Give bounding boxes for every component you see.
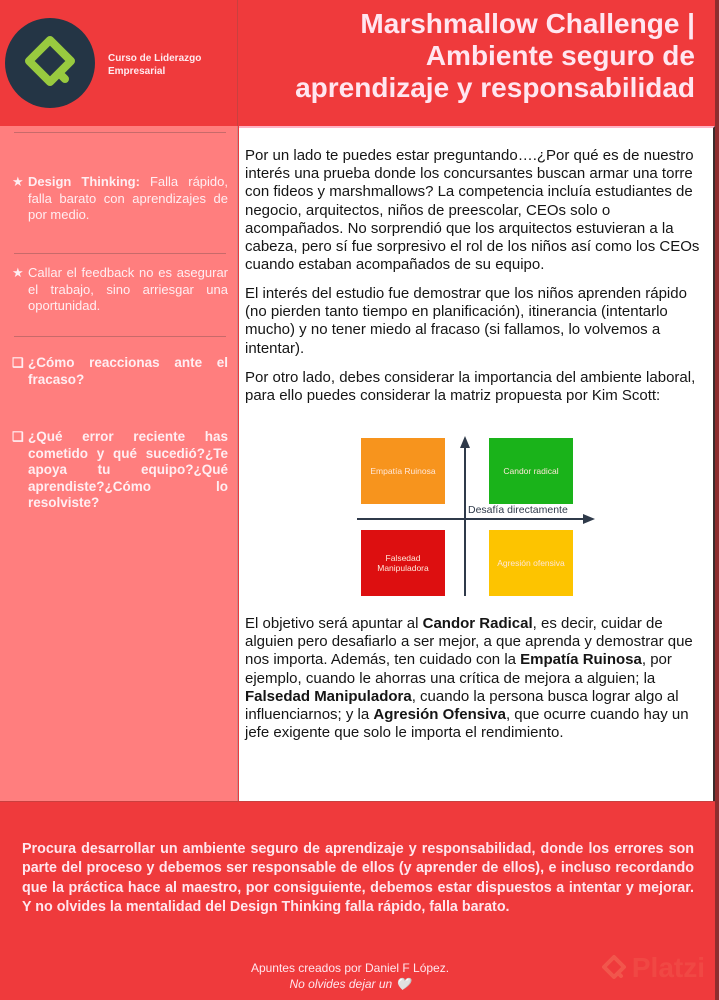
quadrant-agresion-ofensiva: Agresión ofensiva	[489, 530, 573, 596]
course-line-1: Curso de Liderazgo	[108, 53, 202, 64]
divider	[14, 132, 226, 133]
y-axis-arrow-icon	[460, 436, 470, 448]
footer	[0, 801, 715, 1000]
title-line-1: Marshmallow Challenge |	[360, 8, 695, 39]
platzi-logo-icon	[5, 18, 95, 108]
header	[0, 0, 719, 126]
credits	[200, 960, 500, 992]
paragraph-study: El interés del estudio fue demostrar que los niños aprenden rápido (no pierden tanto tiempo en planificación), itinerancia (intentarlo mucho) y no tener miedo al fracaso (si fallamos, lo volvemos a intentar).	[245, 285, 687, 357]
question-text: ¿Cómo reaccionas ante el fracaso?	[28, 355, 228, 387]
term-candor-radical: Candor Radical	[422, 615, 533, 632]
page-edge	[715, 0, 719, 1000]
quadrant-falsedad-manipuladora: Falsedad Manipuladora	[361, 530, 445, 596]
paragraph-matrix-intro: Por otro lado, debes considerar la importancia del ambiente laboral, para ello puedes considerar la matriz propuesta por Kim Scott:	[245, 369, 696, 405]
term-falsedad-manipuladora: Falsedad Manipuladora	[245, 687, 412, 705]
sidebar	[0, 126, 238, 801]
header-brand	[0, 0, 238, 126]
watermark-text: Platzi	[631, 952, 705, 983]
footer-summary: Procura desarrollar un ambiente seguro de aprendizaje y responsabilidad, donde los errores son parte del proceso y debemos ser responsable de ellos (y aprender de ellos), e incluso recordando que la práctica hace al maestro, por consiguiente, debemos estar dispuestos a intentar y mejorar. Y no olvides la mentalidad del Design Thinking falla rápido, falla barato.	[22, 841, 694, 915]
checkbox-icon: ❑	[12, 355, 24, 370]
credit-line: Apuntes creados por Daniel F López.	[250, 961, 450, 975]
course-name	[108, 52, 201, 78]
checkbox-icon: ❑	[12, 429, 24, 444]
title-line-3: aprendizaje y responsabilidad	[295, 72, 695, 103]
platzi-watermark	[600, 952, 705, 984]
paragraph-conclusion: El objetivo será apuntar al Candor Radical, es decir, cuidar de alguien pero desafiarlo a ser mejor, a que aprenda y demostrar que nos importa. Además, ten cuidado con la Empatía Ruinosa, por ejemplo, cuando le ahorras una crítica de mejora a alguien; la Falsedad Manipuladora, cuando la persona busca lograr algo al influenciarnos; y la Agresión Ofensiva, que ocurre cuando hay un jefe exigente que solo le importa el rendimiento.	[245, 615, 693, 742]
quadrant-empatia-ruinosa: Empatía Ruinosa	[361, 438, 445, 504]
question-text: ¿Qué error reciente has cometido y qué sucedió?¿Te apoya tu equipo?¿Qué aprendiste?¿Cómo lo resolviste?	[28, 429, 228, 510]
divider	[14, 253, 226, 254]
x-axis-arrow-icon	[583, 514, 595, 524]
x-axis-label: Desafía directamente	[468, 504, 568, 516]
quadrant-candor-radical: Candor radical	[489, 438, 573, 504]
reminder-line: No olvides dejar un 🤍	[289, 977, 411, 991]
page-title	[225, 8, 695, 104]
divider	[14, 336, 226, 337]
sidebar-tip-design-thinking	[12, 174, 228, 224]
radical-candor-matrix	[357, 434, 597, 600]
platzi-watermark-icon	[600, 954, 628, 982]
sidebar-question-2	[12, 429, 228, 512]
star-icon: ★	[12, 174, 24, 189]
tip-text: Callar el feedback no es asegurar el trabajo, sino arriesgar una oportunidad.	[28, 265, 228, 313]
paragraph-intro: Por un lado te puedes estar preguntando….¿Por qué es de nuestro interés una prueba donde los concursantes buscan armar una torre con fideos y marshmallows? La competencia incluía estudiantes de negocio, arquitectos, niños de preescolar, CEOs solo o acompañados. No sorprendió que los arquitectos estuvieran a la cabeza, pero sí fue sorpresivo el rol de los niños así como los CEOs cuando estaban acompañados de su equipo.	[245, 147, 700, 274]
title-line-2: Ambiente seguro de	[425, 40, 695, 71]
term-agresion-ofensiva: Agresión Ofensiva	[373, 706, 506, 724]
sidebar-question-1	[12, 355, 228, 388]
matrix-axes	[357, 434, 597, 600]
star-icon: ★	[12, 265, 24, 280]
heart-icon: 🤍	[395, 977, 411, 991]
tip-text: Falla rápido, falla barato con aprendizajes de por medio.	[28, 174, 228, 222]
sidebar-tip-feedback	[12, 265, 228, 315]
course-line-2: Empresarial	[108, 66, 166, 77]
term-empatia-ruinosa: Empatía Ruinosa	[520, 651, 642, 669]
tip-heading: Design Thinking:	[28, 174, 140, 189]
main-content	[239, 126, 715, 801]
